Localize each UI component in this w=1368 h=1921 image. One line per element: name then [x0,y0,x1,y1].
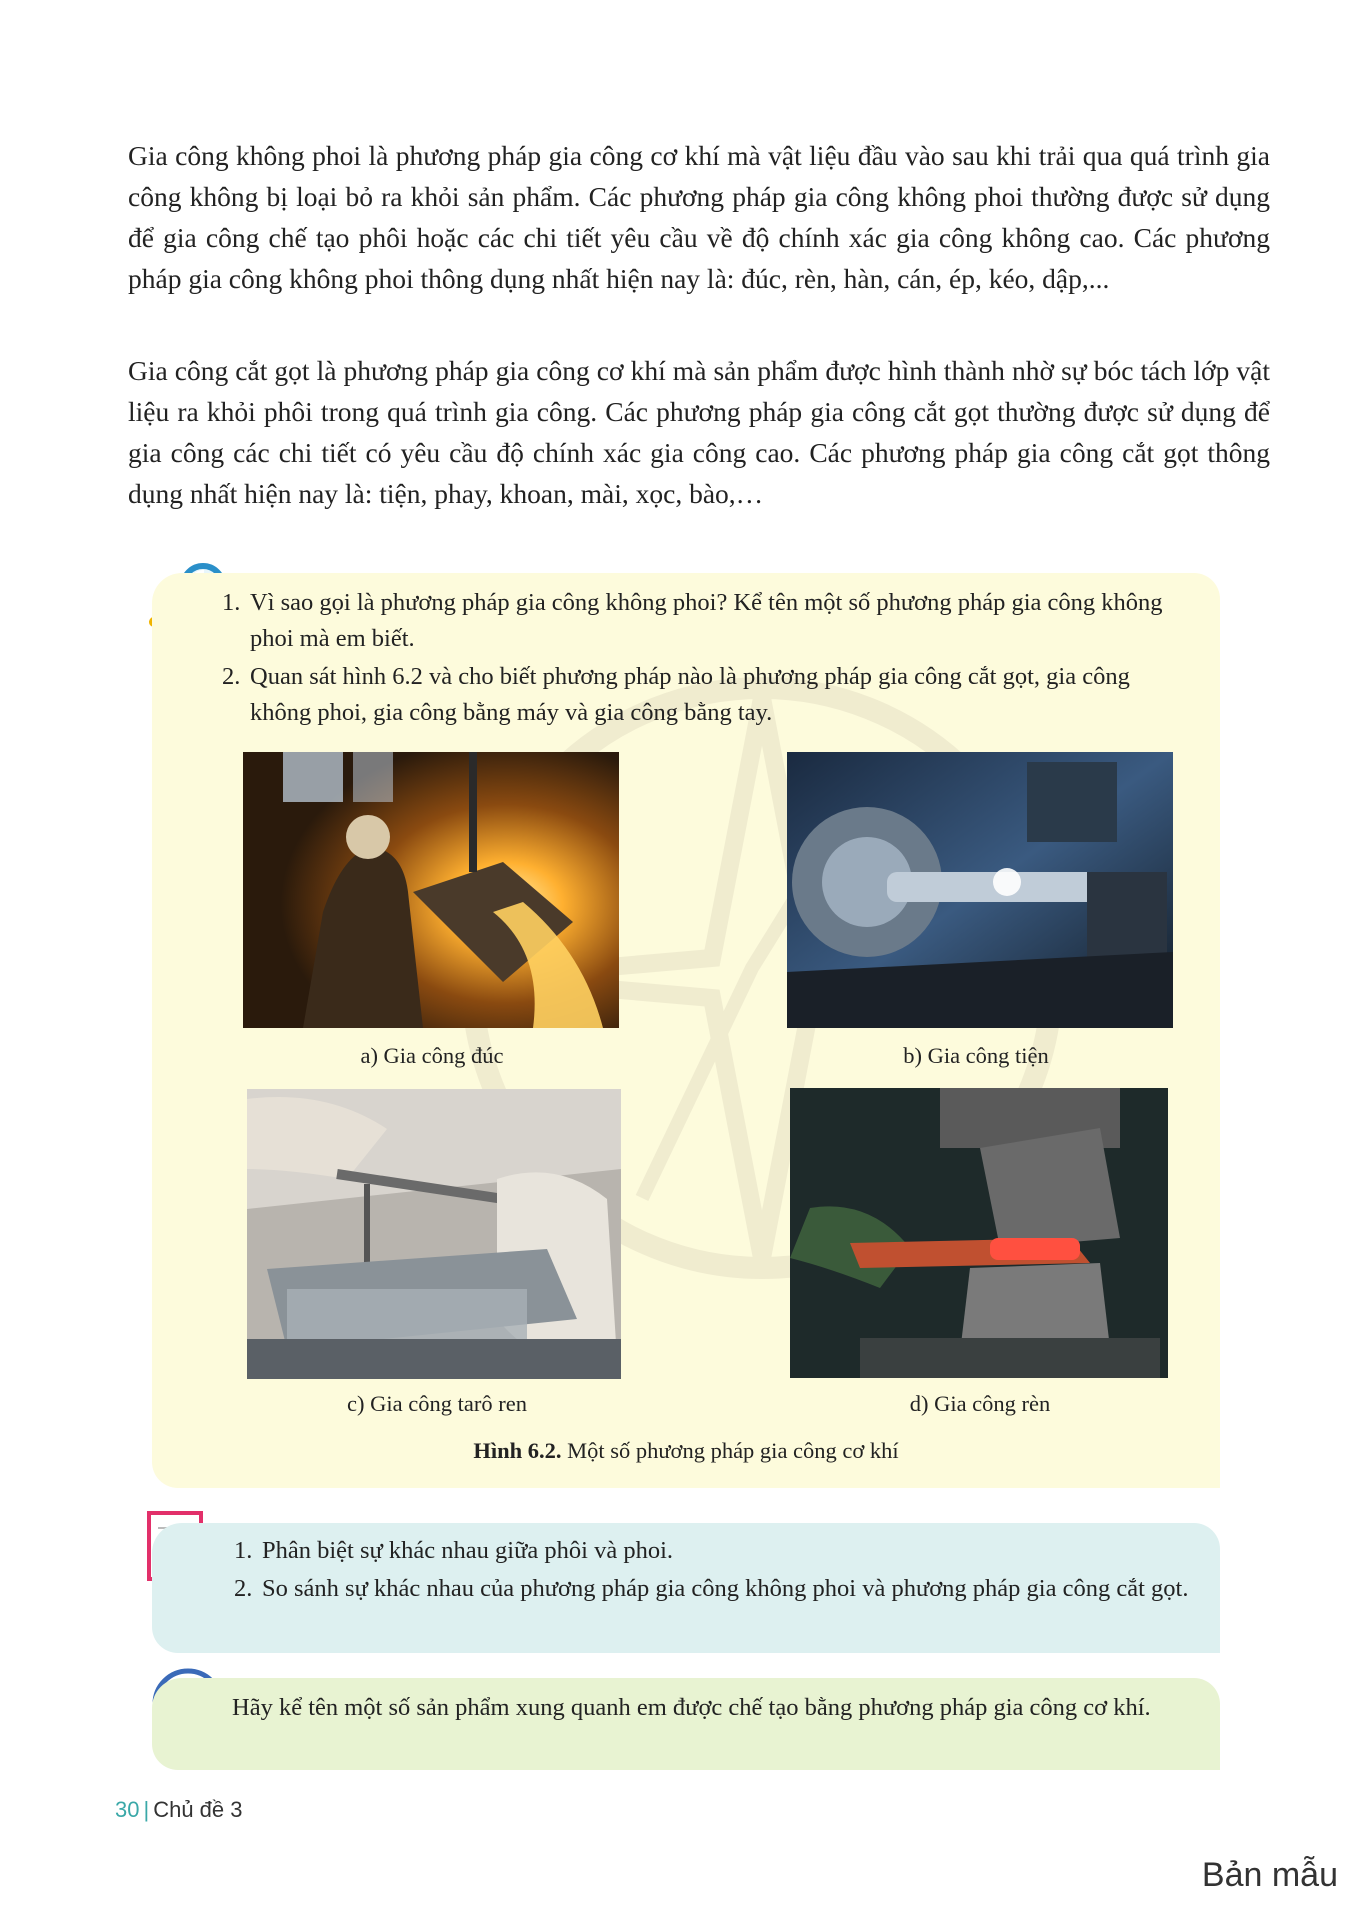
practice-box [152,1523,1220,1653]
apply-text: Hãy kể tên một số sản phẩm xung quanh em được chế tạo bằng phương pháp gia công cơ khí. [232,1694,1151,1721]
caption-b: b) Gia công tiện [903,1043,1049,1068]
figure-caption: Hình 6.2. Một số phương pháp gia công cơ khí [473,1438,899,1463]
photo-forging [790,1088,1168,1378]
explore-box [152,573,1220,1488]
practice-question-2: 2. So sánh sự khác nhau của phương pháp gia công không phoi và phương pháp gia công cắt gọt. [234,1575,1189,1602]
caption-d: d) Gia công rèn [909,1391,1051,1416]
paragraph-no-chip: Gia công không phoi là phương pháp gia công cơ khí mà vật liệu đầu vào sau khi trải qua quá trình gia công không bị loại bỏ ra khỏi sản phẩm. Các phương pháp gia công không phoi thường được sử dụng để gia công chế tạo phôi hoặc các chi tiết yêu cầu về độ chính xác gia công không cao. Các phương pháp gia công không phoi thông dụng nhất hiện nay là: đúc, rèn, hàn, cán, ép, kéo, dập,... [128,140,1270,294]
practice-question-list [234,1533,1194,1609]
apply-box [152,1678,1220,1770]
photo-lathe [787,752,1173,1028]
photo-casting [243,752,619,1028]
sample-watermark-label: Bản mẫu [1201,1856,1338,1894]
page-number: 30 [115,1797,140,1822]
chapter-label: Chủ đề 3 [153,1797,243,1822]
caption-c: c) Gia công tarô ren [347,1391,527,1416]
paragraph-cutting: Gia công cắt gọt là phương pháp gia công cơ khí mà sản phẩm được hình thành nhờ sự bóc tách lớp vật liệu ra khỏi phôi trong quá trình gia công. Các phương pháp gia công cắt gọt thường được sử dụng để gia công các chi tiết có yêu cầu độ chính xác gia công cao. Các phương pháp gia công cắt gọt thông dụng nhất hiện nay là: tiện, phay, khoan, mài, xọc, bào,… [128,355,1270,509]
explore-question-2: 2. Quan sát hình 6.2 và cho biết phương pháp nào là phương pháp gia công cắt gọt, gia công không phoi, gia công bằng máy và gia công bằng tay. [222,663,1130,726]
caption-a: a) Gia công đúc [360,1043,504,1068]
explore-question-list [222,585,1182,733]
page-footer: 30 | Chủ đề 3 [115,1797,243,1822]
practice-question-1: 1. Phân biệt sự khác nhau giữa phôi và phoi. [234,1537,673,1564]
photo-tapping [247,1089,621,1379]
explore-question-1: 1. Vì sao gọi là phương pháp gia công không phoi? Kể tên một số phương pháp gia công không phoi mà em biết. [222,589,1163,652]
